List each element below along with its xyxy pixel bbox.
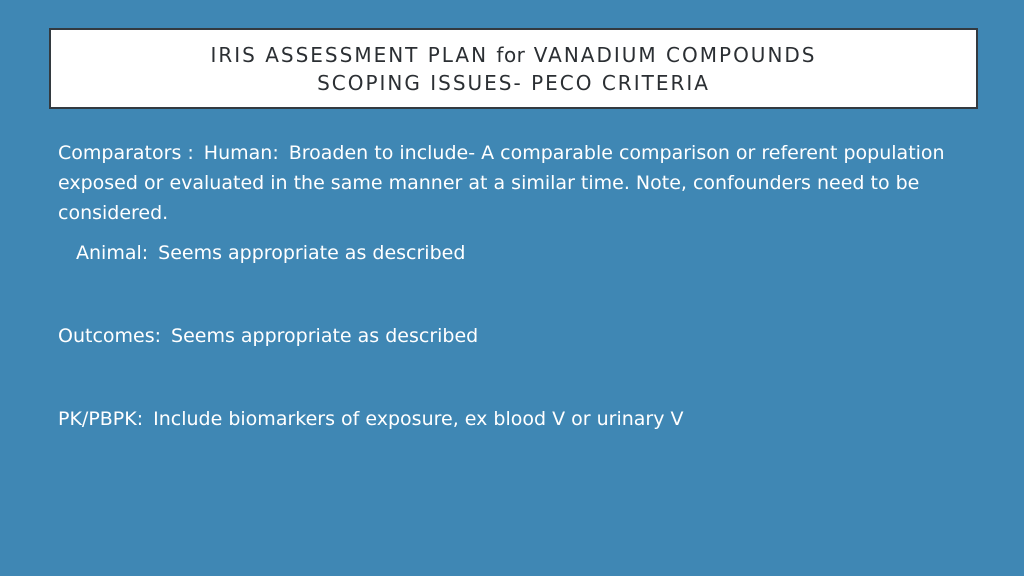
animal-paragraph: [58, 238, 968, 268]
outcomes-label: Outcomes:: [58, 325, 162, 347]
title-part-1: IRIS ASSESSMENT PLAN: [210, 42, 497, 67]
human-label: Human:: [203, 142, 279, 164]
title-line-2: SCOPING ISSUES- PECO CRITERIA: [317, 70, 710, 95]
pk-label: PK/PBPK:: [58, 408, 144, 430]
title-line-1: [210, 41, 816, 69]
pk-paragraph: [58, 404, 968, 434]
comparators-paragraph: [58, 138, 968, 228]
slide-body: [58, 138, 968, 434]
title-for: for: [496, 42, 526, 67]
comparators-label: Comparators :: [58, 142, 194, 164]
comparators-text: Broaden to include- A comparable comparison or referent population exposed or evaluated in the same manner at a similar time. Note, confounders need to be considered.: [58, 142, 945, 224]
title-box: [49, 28, 978, 109]
title-part-2: VANADIUM COMPOUNDS: [525, 42, 817, 67]
pk-text: Include biomarkers of exposure, ex blood V or urinary V: [153, 408, 684, 430]
animal-text: Seems appropriate as described: [158, 242, 466, 264]
outcomes-paragraph: [58, 321, 968, 351]
animal-label: Animal:: [76, 242, 149, 264]
outcomes-text: Seems appropriate as described: [171, 325, 479, 347]
